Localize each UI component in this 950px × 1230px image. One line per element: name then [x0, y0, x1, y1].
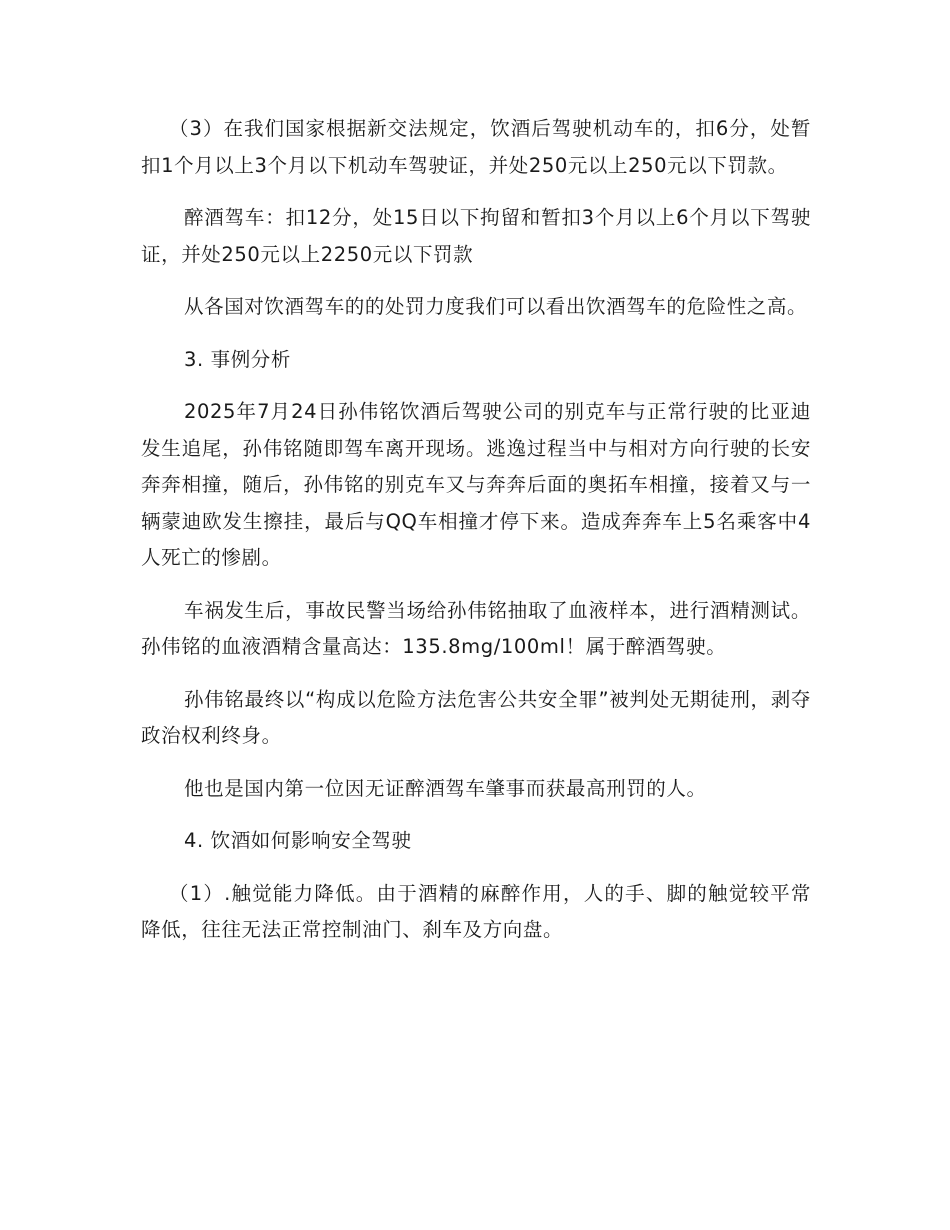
paragraph-penalty-drink-driving: （3）在我们国家根据新交法规定，饮酒后驾驶机动车的，扣6分，处暂扣1个月以上3个月以下机动车驾驶证，并处250元以上250元以下罚款。	[141, 117, 811, 177]
paragraph-touch-ability: （1）.触觉能力降低。由于酒精的麻醉作用，人的手、脚的触觉较平常降低，往往无法正常控制油门、刹车及方向盘。	[141, 881, 811, 941]
paragraph-first-case: 他也是国内第一位因无证醉酒驾车肇事而获最高刑罚的人。	[184, 776, 707, 800]
paragraph-sentence: 孙伟铭最终以“构成以危险方法危害公共安全罪”被判处无期徒刑，剥夺政治权利终身。	[141, 687, 811, 747]
paragraph-case-description: 2025年7月24日孙伟铭饮酒后驾驶公司的别克车与正常行驶的比亚迪发生追尾，孙伟铭随即驾车离开现场。逃逸过程当中与相对方向行驶的长安奔奔相撞，随后，孙伟铭的别克车又与奔奔后面的奥拓车相撞，接着又与一辆蒙迪欧发生擦挂，最后与QQ车相撞才停下来。造成奔奔车上5名乘客中4人死亡的惨剧。	[141, 400, 811, 569]
document-body	[141, 111, 811, 965]
paragraph-penalty-drunk-driving: 醉酒驾车：扣12分，处15日以下拘留和暂扣3个月以上6个月以下驾驶证，并处250元以上2250元以下罚款	[141, 206, 811, 266]
paragraph-blood-test: 车祸发生后，事故民警当场给孙伟铭抽取了血液样本，进行酒精测试。孙伟铭的血液酒精含量高达：135.8mg/100ml！属于醉酒驾驶。	[141, 598, 811, 658]
section-heading-case-analysis: 3. 事例分析	[184, 347, 292, 371]
section-heading-alcohol-effects: 4. 饮酒如何影响安全驾驶	[184, 829, 412, 852]
paragraph-conclusion-danger: 从各国对饮酒驾车的的处罚力度我们可以看出饮酒驾车的危险性之高。	[184, 295, 808, 318]
